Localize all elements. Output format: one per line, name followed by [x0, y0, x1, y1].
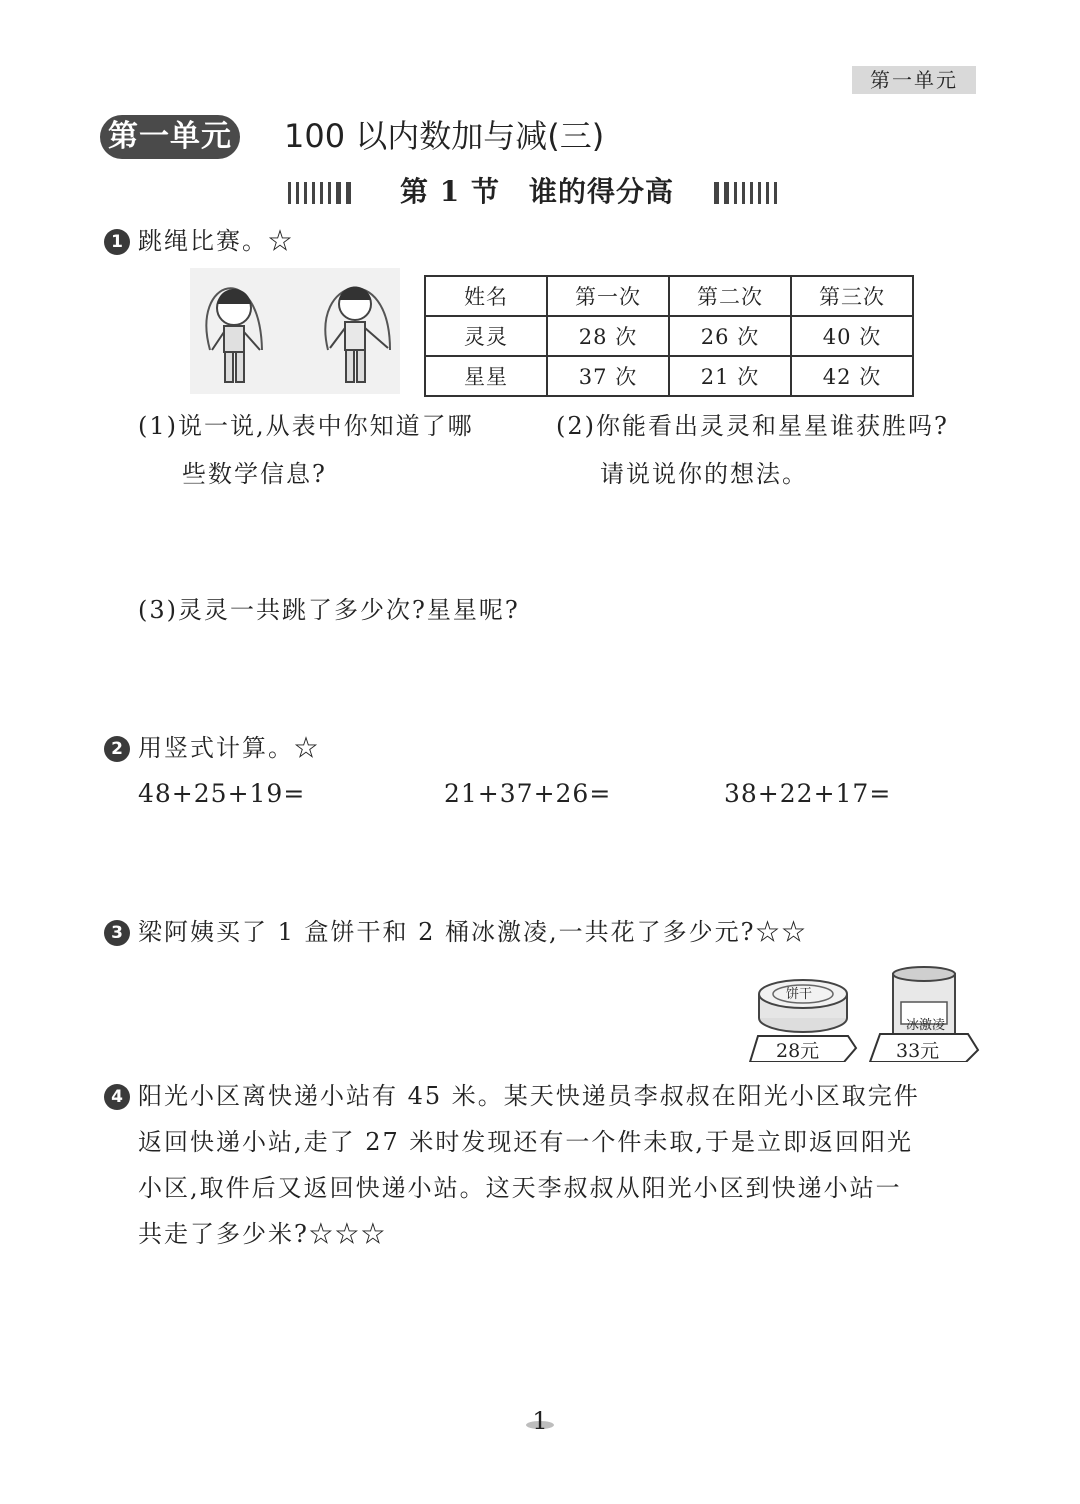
table-cell: 42 次: [791, 356, 913, 396]
table-header-cell: 第二次: [669, 276, 791, 316]
unit-badge-label: 第一单元: [100, 115, 240, 159]
calc-expression: 48+25+19=: [138, 779, 306, 808]
question-4-line4: 共走了多少米?☆☆☆: [138, 1220, 387, 1248]
section-title: 第 1 节 谁的得分高: [400, 175, 674, 208]
table-row: [425, 356, 913, 396]
question-4-line3: 小区,取件后又返回快递小站。这天李叔叔从阳光小区到快递小站一: [138, 1174, 902, 1202]
question-4-line1: 阳光小区离快递小站有 45 米。某天快递员李叔叔在阳光小区取完件: [138, 1082, 920, 1110]
page-number: [500, 1402, 580, 1442]
question-number-2: 2: [104, 736, 130, 762]
calc-expression: 21+37+26=: [444, 779, 612, 808]
question-2-text: 用竖式计算。☆: [138, 734, 320, 762]
table-row: [425, 316, 913, 356]
table-cell: 星星: [425, 356, 547, 396]
question-number-1: 1: [104, 229, 130, 255]
q1-sub2-line1: (2)你能看出灵灵和星星谁获胜吗?: [556, 412, 949, 440]
table-header-cell: 姓名: [425, 276, 547, 316]
q1-sub1-line2: 些数学信息?: [182, 460, 327, 488]
q1-sub2-line2: 请说说你的想法。: [600, 460, 808, 488]
table-cell: 37 次: [547, 356, 669, 396]
question-number-3: 3: [104, 920, 130, 946]
table-header-row: [425, 276, 913, 316]
biscuit-label: 饼干: [786, 987, 813, 1002]
question-number-4: 4: [104, 1084, 130, 1110]
table-cell: 28 次: [547, 316, 669, 356]
table-cell: 灵灵: [425, 316, 547, 356]
question-4-line2: 返回快递小站,走了 27 米时发现还有一个件未取,于是立即返回阳光: [138, 1128, 914, 1156]
jump-rope-score-table: [424, 275, 914, 397]
table-header-cell: 第三次: [791, 276, 913, 316]
ice-cream-label: 冰激凌: [906, 1018, 946, 1033]
table-cell: 21 次: [669, 356, 791, 396]
header-unit-tag: 第一单元: [852, 66, 976, 94]
table-header-cell: 第一次: [547, 276, 669, 316]
unit-title: 100 以内数加与减(三): [284, 117, 605, 155]
left-bars-decoration: [288, 182, 351, 204]
unit-badge: [100, 115, 260, 159]
q1-sub3: (3)灵灵一共跳了多少次?星星呢?: [138, 596, 520, 624]
page-number-text: 1: [532, 1407, 548, 1435]
question-3-text: 梁阿姨买了 1 盒饼干和 2 桶冰激凌,一共花了多少元?☆☆: [138, 918, 808, 946]
table-cell: 26 次: [669, 316, 791, 356]
biscuit-price: 28元: [776, 1040, 820, 1062]
right-bars-decoration: [714, 182, 777, 204]
section-heading: [0, 172, 1080, 212]
question-1-text: 跳绳比赛。☆: [138, 227, 294, 255]
ice-cream-price: 33元: [896, 1040, 940, 1062]
q1-sub1-line1: (1)说一说,从表中你知道了哪: [138, 412, 474, 440]
jump-rope-girls-illustration: [190, 268, 400, 394]
table-cell: 40 次: [791, 316, 913, 356]
calc-expression: 38+22+17=: [724, 779, 892, 808]
